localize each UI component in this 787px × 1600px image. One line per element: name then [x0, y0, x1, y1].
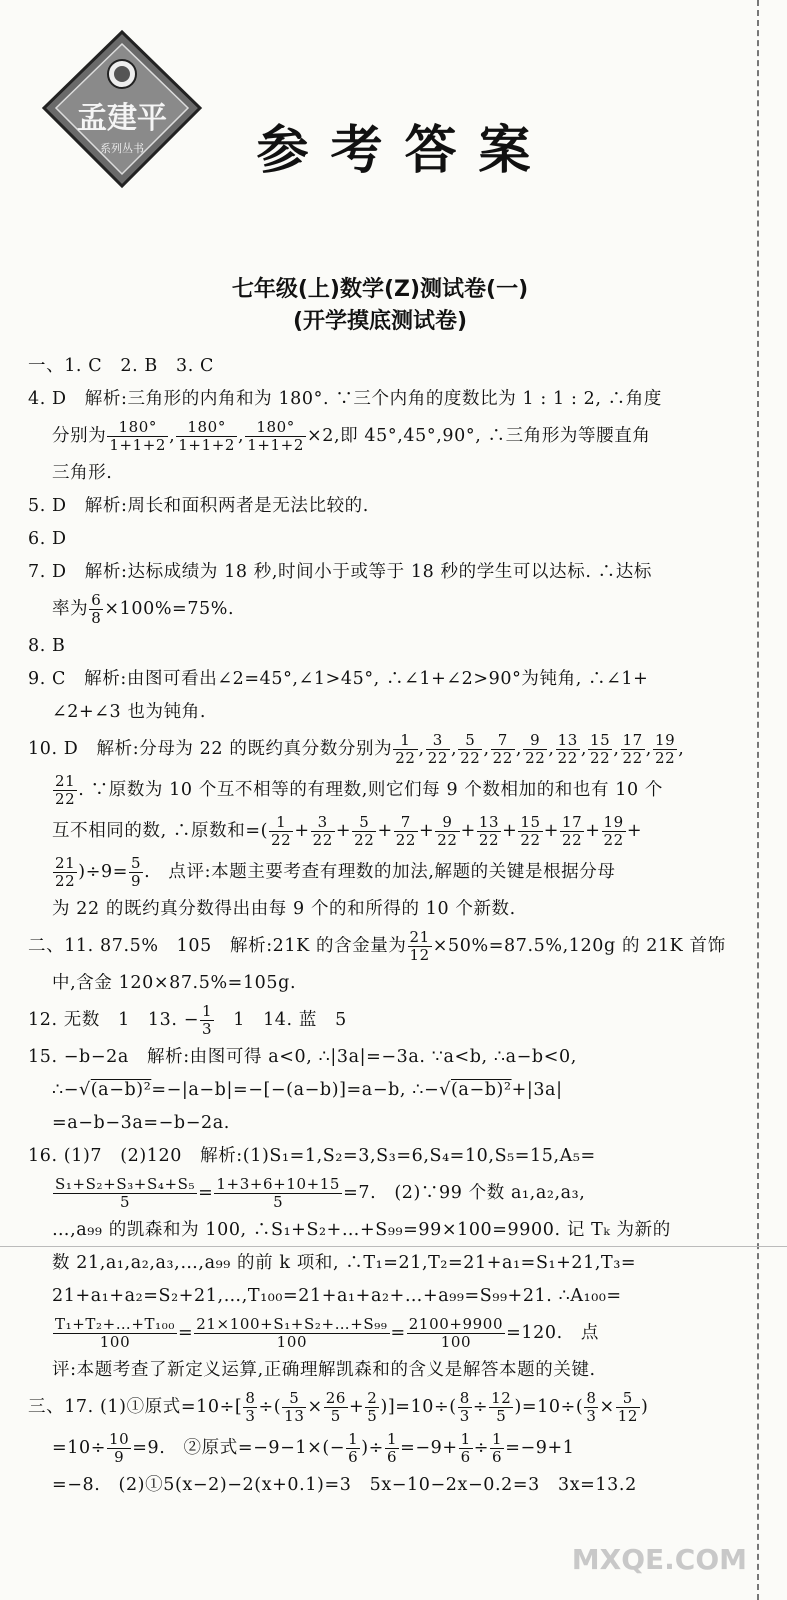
fraction — [588, 732, 612, 767]
fraction-numerator: 15 — [590, 731, 611, 749]
fraction-numerator: 2 — [367, 1389, 378, 1407]
fraction — [282, 1390, 306, 1425]
fraction-numerator: 19 — [654, 731, 676, 749]
text-fragment: =10÷ — [52, 1438, 106, 1458]
answer-line: 6. D — [28, 529, 67, 549]
fraction-denominator: 22 — [271, 831, 292, 849]
fraction — [584, 1390, 598, 1425]
fraction — [490, 1431, 504, 1466]
fraction — [560, 814, 584, 849]
fraction-denominator: 6 — [386, 1448, 398, 1466]
answer-content — [28, 352, 746, 1504]
text-fragment: )÷9= — [78, 862, 128, 882]
answer-line: 评:本题考查了新定义运算,正确理解凯森和的含义是解答本题的关键. — [52, 1360, 596, 1380]
text-fragment: ×50%=87.5%,120g 的 21K 首饰 — [432, 936, 726, 956]
answer-line: 三、17. (1)①原式=10÷[ $\frac{8}{3}$ ÷( $\frac{5}{13}$ × $\frac{26}{5}$ + $\frac{2}{5}$ )]=10÷( $\frac{8}{3}$ ÷ $\frac{12}{5}$ )=10÷( $\frac{8}{3}$ × $\frac{5}{12}$ ) — [28, 1389, 649, 1425]
fraction — [393, 732, 417, 767]
fraction — [435, 814, 459, 849]
fraction — [53, 773, 77, 808]
text-fragment: )=10÷( — [514, 1397, 584, 1417]
fraction-numerator: 1 — [269, 814, 293, 832]
fraction-denominator: 22 — [395, 831, 416, 849]
answer-line — [28, 1315, 746, 1351]
fraction-denominator: 5 — [496, 1407, 507, 1425]
answer-line: 中,含金 120×87.5%=105g. — [52, 973, 297, 993]
fraction-denominator: 22 — [603, 831, 624, 849]
fraction — [491, 732, 515, 767]
answer-line: 分别为 $\frac{180^\circ}{1+1+2}$ , $\frac{180^\circ}{1+1+2}$ , $\frac{180^\circ}{1+1+2}$ ×2,即 45°,45°,90°, ∴三角形为等腰直角 — [52, 418, 651, 454]
answer-line: 5. D 解析:周长和面积两者是无法比较的. — [28, 496, 369, 516]
fraction-denominator: 22 — [55, 790, 76, 808]
answer-line: 10. D 解析:分母为 22 的既约真分数分别为 $\frac{1}{22}$ , $\frac{3}{22}$ , $\frac{5}{22}$ , $\frac{7}{22}$ , $\frac{9}{22}$ , $\frac{13}{22}$ , $\frac{15}{22}$ , $\frac{17}{22}$ , $\frac{19}{22}$ , — [28, 731, 685, 767]
answer-line: =a−b−3a=−b−2a. — [52, 1113, 230, 1133]
answer-line — [28, 1076, 746, 1104]
fraction — [214, 1176, 342, 1211]
answer-line: 9. C 解析:由图可看出∠2=45°,∠1>45°, ∴∠1+∠2>90°为钝角, ∴∠1+ — [28, 669, 649, 689]
answer-line: 16. (1)7 (2)120 解析:(1)S₁=1,S₂=3,S₃=6,S₄=10,S₅=15,A₅= — [28, 1146, 596, 1166]
text-fragment: 分别为 — [52, 426, 107, 446]
answer-line: ∠2+∠3 也为钝角. — [52, 702, 206, 722]
logo-series: 系列丛书 — [100, 142, 144, 155]
fraction-numerator: 17 — [561, 813, 583, 831]
answer-line — [28, 1175, 746, 1211]
fraction-numerator: 15 — [520, 813, 541, 831]
answer-line — [28, 928, 746, 964]
fraction-numerator: 8 — [586, 1389, 597, 1407]
fraction-denominator: 22 — [520, 831, 541, 849]
fraction-denominator: 6 — [492, 1448, 503, 1466]
fraction-denominator: 100 — [440, 1333, 472, 1351]
fraction-denominator: 22 — [354, 831, 375, 849]
text-fragment: ×2,即 45°,45°,90°, ∴三角形为等腰直角 — [307, 426, 651, 446]
answer-line: 为 22 的既约真分数得出由每 9 个的和所得的 10 个新数. — [52, 899, 516, 919]
text-fragment: )÷ — [361, 1438, 384, 1458]
fraction-numerator: 1+3+6+10+15 — [216, 1175, 341, 1193]
fraction-denominator: 9 — [114, 1448, 125, 1466]
answer-line: 三角形. — [52, 463, 113, 483]
fraction-denominator: 22 — [55, 872, 76, 890]
answer-line: 15. −b−2a 解析:由图可得 a<0, ∴|3a|=−3a. ∵a<b, ∴a−b<0, — [28, 1047, 577, 1067]
fraction-denominator: 22 — [590, 749, 611, 767]
fraction-numerator: 7 — [394, 814, 418, 832]
fraction-denominator: 22 — [427, 749, 448, 767]
fraction — [107, 1431, 131, 1466]
text-fragment: +|3a| — [511, 1080, 563, 1100]
text-fragment: ÷( — [258, 1397, 282, 1417]
fraction-numerator: 5 — [616, 1390, 640, 1408]
text-fragment: 10. D 解析:分母为 22 的既约真分数分别为 — [28, 739, 393, 759]
fraction — [385, 1431, 399, 1466]
text-fragment: ×100%=75%. — [104, 599, 235, 619]
answer-line: 一、1. C 2. B 3. C — [28, 356, 215, 376]
answer-line: 7. D 解析:达标成绩为 18 秒,时间小于或等于 18 秒的学生可以达标. ∴达标 — [28, 562, 652, 582]
fraction-numerator: 9 — [435, 814, 459, 832]
fraction-denominator: 9 — [131, 872, 142, 890]
answer-line: =−8. (2)①5(x−2)−2(x+0.1)=3 5x−10−2x−0.2=3 3x=13.2 — [52, 1475, 637, 1495]
fraction — [458, 1390, 472, 1425]
fraction — [311, 814, 335, 849]
fraction-numerator: 180° — [107, 419, 168, 437]
fraction — [653, 732, 677, 767]
radicand: (a−b)² — [450, 1080, 512, 1100]
watermark: MXQE.COM — [571, 1543, 747, 1576]
fraction-denominator: 22 — [437, 831, 458, 849]
fraction — [53, 1176, 197, 1211]
test-title: 七年级(上)数学(Z)测试卷(一) — [231, 277, 529, 302]
fraction-denominator: 22 — [395, 749, 416, 767]
fraction — [426, 732, 450, 767]
text-fragment: =7. (2)∵99 个数 a₁,a₂,a₃, — [343, 1183, 586, 1203]
fraction — [352, 814, 376, 849]
text-fragment: = — [390, 1323, 406, 1343]
answer-line — [28, 1002, 746, 1038]
fraction-denominator: 5 — [119, 1193, 131, 1211]
fraction — [269, 814, 293, 849]
text-fragment: )]=10÷( — [380, 1397, 457, 1417]
test-subtitle: (开学摸底测试卷) — [292, 309, 468, 334]
fraction — [346, 1431, 360, 1466]
text-fragment: =−|a−b|=−[−(a−b)]=a−b, ∴−√ — [151, 1080, 451, 1100]
text-fragment: =9. ②原式=−9−1×(− — [132, 1438, 346, 1458]
logo-name: 孟建平 — [77, 101, 167, 136]
text-fragment: 二、11. 87.5% 105 解析:21K 的含金量为 — [28, 936, 407, 956]
fraction-denominator: 22 — [312, 831, 333, 849]
fraction-denominator: 5 — [273, 1193, 284, 1211]
text-fragment: =−9+1 — [505, 1438, 575, 1458]
radicand: (a−b)² — [90, 1080, 152, 1100]
fraction-denominator: 3 — [201, 1020, 213, 1038]
text-fragment: ∴−√ — [52, 1080, 91, 1100]
fraction-numerator: 17 — [622, 731, 643, 749]
fraction — [556, 732, 580, 767]
answer-line: 数 21,a₁,a₂,a₃,…,a₉₉ 的前 k 项和, ∴T₁=21,T₂=21+a₁=S₁+21,T₃= — [52, 1253, 637, 1273]
fraction-numerator: 21 — [409, 928, 430, 946]
fraction-numerator: 21×100+S₁+S₂+…+S₉₉ — [196, 1315, 388, 1333]
answer-line: 21+a₁+a₂=S₂+21,…,T₁₀₀=21+a₁+a₂+…+a₉₉=S₉₉+21. ∴A₁₀₀= — [52, 1286, 622, 1306]
binding-cut-line — [757, 0, 759, 1600]
fraction-numerator: 8 — [245, 1389, 256, 1407]
fraction-numerator: 21 — [55, 854, 76, 872]
fraction-numerator: 1 — [460, 1430, 471, 1448]
fraction-denominator: 13 — [284, 1407, 305, 1425]
fraction-numerator: 1 — [201, 1002, 213, 1020]
text-fragment: . ∵原数为 10 个互不相等的有理数,则它们每 9 个数相加的和也有 10 个 — [78, 780, 664, 800]
fraction-denominator: 8 — [91, 609, 102, 627]
fraction — [458, 732, 482, 767]
fraction-denominator: 5 — [330, 1407, 341, 1425]
fraction-numerator: 5 — [458, 732, 482, 750]
text-fragment: = — [198, 1183, 214, 1203]
fraction-numerator: S₁+S₂+S₃+S₄+S₅ — [55, 1175, 196, 1193]
fraction-numerator: 26 — [325, 1389, 347, 1407]
fraction-numerator: 180° — [176, 419, 237, 437]
answer-line: 互不相同的数, ∴原数和=( $\frac{1}{22}$ + $\frac{3}{22}$ + $\frac{5}{22}$ + $\frac{7}{22}$ + $\frac{9}{22}$ + $\frac{13}{22}$ + $\frac{15}{22}$ + $\frac{17}{22}$ + $\frac{19}{22}$ + — [52, 813, 643, 849]
answer-line — [28, 591, 746, 627]
fraction-denominator: 22 — [557, 749, 578, 767]
fraction — [245, 419, 306, 454]
fraction-denominator: 6 — [460, 1448, 471, 1466]
fraction-denominator: 12 — [617, 1407, 639, 1425]
fraction-denominator: 3 — [459, 1407, 470, 1425]
fraction-denominator: 100 — [276, 1333, 308, 1351]
fraction-numerator: 13 — [478, 813, 500, 831]
fraction — [53, 1316, 177, 1351]
text-fragment: 三、17. (1)①原式=10÷[ — [28, 1397, 243, 1417]
fraction-denominator: 3 — [586, 1407, 597, 1425]
fraction — [176, 419, 237, 454]
fraction-numerator: 3 — [426, 732, 450, 750]
fraction-numerator: 5 — [282, 1390, 306, 1408]
fraction-denominator: 22 — [622, 749, 643, 767]
answer-line: …,a₉₉ 的凯森和为 100, ∴S₁+S₂+…+S₉₉=99×100=9900. 记 Tₖ 为新的 — [52, 1220, 671, 1240]
fraction-denominator: 22 — [492, 749, 513, 767]
fraction-numerator: 10 — [109, 1430, 130, 1448]
fraction-denominator: 22 — [654, 749, 676, 767]
fraction — [107, 419, 168, 454]
fraction-denominator: 22 — [561, 831, 583, 849]
fraction — [602, 814, 626, 849]
page-title: 参考答案 — [256, 120, 553, 181]
fraction — [200, 1003, 214, 1038]
text-fragment: ) — [641, 1397, 649, 1417]
fraction-numerator: 8 — [459, 1389, 470, 1407]
fraction-denominator: 22 — [478, 831, 500, 849]
fraction — [243, 1390, 257, 1425]
fraction-numerator: 1 — [492, 1430, 503, 1448]
fraction — [523, 732, 547, 767]
fraction — [518, 814, 542, 849]
fraction-numerator: 1 — [393, 732, 417, 750]
fraction — [477, 814, 501, 849]
fraction — [621, 732, 645, 767]
text-fragment: 12. 无数 1 13. − — [28, 1010, 199, 1030]
answer-line — [28, 854, 746, 890]
fraction — [129, 855, 143, 890]
text-fragment: =−9+ — [400, 1438, 458, 1458]
fraction-numerator: 5 — [131, 854, 142, 872]
fraction — [194, 1316, 389, 1351]
fraction-numerator: T₁+T₂+…+T₁₀₀ — [55, 1315, 175, 1333]
fraction-denominator: 5 — [367, 1407, 378, 1425]
text-fragment: 互不相同的数, ∴原数和=( — [52, 821, 269, 841]
fraction-denominator: 22 — [460, 749, 481, 767]
answer-line: 4. D 解析:三角形的内角和为 180°. ∵三个内角的度数比为 1 : 1 : 2, ∴角度 — [28, 389, 662, 409]
text-fragment: + — [349, 1397, 365, 1417]
text-fragment: 率为 — [52, 599, 89, 619]
fraction-denominator: 6 — [348, 1448, 359, 1466]
fraction-numerator: 6 — [91, 591, 102, 609]
fraction-numerator: 3 — [311, 814, 335, 832]
fraction-denominator: 1+1+2 — [247, 436, 304, 454]
fraction-numerator: 2100+9900 — [408, 1315, 504, 1333]
fraction-numerator: 5 — [352, 814, 376, 832]
fraction — [459, 1431, 473, 1466]
text-fragment: . 点评:本题主要考查有理数的加法,解题的关键是根据分母 — [144, 862, 616, 882]
fraction-numerator: 180° — [245, 419, 306, 437]
fraction-numerator: 12 — [491, 1389, 512, 1407]
fraction — [53, 855, 77, 890]
fraction-denominator: 3 — [245, 1407, 256, 1425]
fraction — [408, 929, 432, 964]
fraction-numerator: 1 — [348, 1430, 359, 1448]
fraction-numerator: 1 — [386, 1430, 398, 1448]
fraction — [616, 1390, 640, 1425]
text-fragment: = — [178, 1323, 194, 1343]
fraction-denominator: 1+1+2 — [178, 436, 236, 454]
fraction-denominator: 22 — [525, 749, 546, 767]
text-fragment: =120. 点 — [506, 1323, 599, 1343]
fraction-numerator: 7 — [491, 732, 515, 750]
fraction — [89, 592, 103, 627]
answer-line: 8. B — [28, 636, 66, 656]
fraction-numerator: 9 — [523, 732, 547, 750]
answer-line: =10÷ $\frac{10}{9}$ =9. ②原式=−9−1×(− $\frac{1}{6}$ )÷ $\frac{1}{6}$ =−9+ $\frac{1}{6}$ ÷ $\frac{1}{6}$ =−9+1 — [52, 1430, 575, 1466]
fraction-denominator: 100 — [99, 1333, 131, 1351]
fraction-denominator: 12 — [409, 946, 430, 964]
fraction — [365, 1390, 379, 1425]
text-fragment: 1 14. 蓝 5 — [215, 1010, 347, 1030]
fraction-denominator: 1+1+2 — [109, 436, 167, 454]
fraction — [489, 1390, 513, 1425]
fraction — [324, 1390, 348, 1425]
fraction — [394, 814, 418, 849]
fraction — [407, 1316, 505, 1351]
fraction-numerator: 13 — [557, 731, 578, 749]
fraction-numerator: 21 — [55, 772, 76, 790]
fraction-numerator: 19 — [603, 813, 624, 831]
answer-line — [28, 772, 746, 808]
